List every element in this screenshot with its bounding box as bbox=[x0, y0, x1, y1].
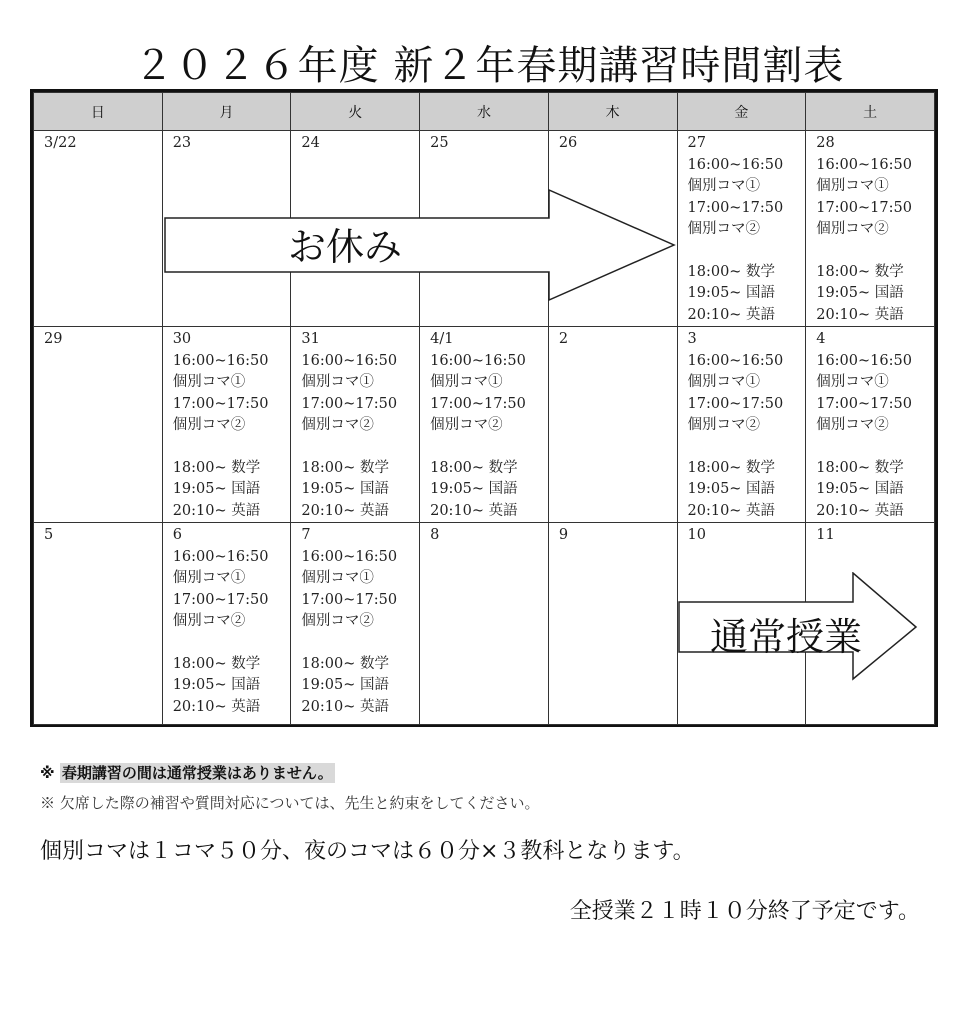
day-date: 26 bbox=[558, 135, 578, 151]
schedule-entry: 20:10~ 英語 bbox=[687, 502, 776, 519]
schedule-entry: 18:00~ 数学 bbox=[816, 459, 904, 476]
day-date: 25 bbox=[430, 135, 449, 151]
schedule-entry: 19:05~ 国語 bbox=[816, 285, 904, 301]
schedule-entry: 17:00~17:50 bbox=[301, 591, 398, 608]
note-highlight-text: 春期講習の間は通常授業はありません。 bbox=[61, 764, 333, 782]
schedule-entry: 16:00~16:50 bbox=[816, 156, 912, 173]
note-absence: ※ 欠席した際の補習や質問対応については、先生と約束をしてください。 bbox=[40, 794, 540, 812]
day-cell bbox=[548, 327, 677, 523]
day-cell bbox=[420, 523, 549, 725]
schedule-entry: 20:10~ 英語 bbox=[430, 502, 518, 519]
schedule-entry: 19:05~ 国語 bbox=[301, 677, 389, 693]
schedule-entry: 個別コマ① bbox=[816, 374, 889, 390]
schedule-entry: 20:10~ 英語 bbox=[816, 306, 904, 323]
schedule-entry: 17:00~17:50 bbox=[301, 395, 398, 412]
schedule-entry: 個別コマ② bbox=[301, 613, 374, 629]
schedule-entry bbox=[816, 241, 934, 262]
schedule-entry: 個別コマ① bbox=[172, 374, 246, 390]
weekday-header-row bbox=[34, 93, 935, 131]
schedule-entry: 17:00~17:50 bbox=[172, 591, 269, 608]
schedule-entry: 19:05~ 国語 bbox=[816, 481, 904, 497]
schedule-entry: 個別コマ① bbox=[687, 178, 761, 194]
day-cell bbox=[34, 131, 163, 327]
schedule-entry: 個別コマ① bbox=[430, 374, 503, 390]
schedule-entry: 16:00~16:50 bbox=[687, 156, 784, 173]
day-date: 27 bbox=[687, 135, 706, 151]
schedule-entry: 17:00~17:50 bbox=[687, 395, 784, 412]
schedule-entry: 16:00~16:50 bbox=[816, 352, 912, 369]
note-mark: ※ bbox=[40, 764, 60, 782]
day-date: 2 bbox=[558, 331, 569, 347]
schedule-entry: 16:00~16:50 bbox=[172, 352, 269, 369]
schedule-entry: 17:00~17:50 bbox=[430, 395, 526, 412]
schedule-entry: 20:10~ 英語 bbox=[687, 306, 776, 323]
schedule-entry bbox=[816, 437, 934, 458]
day-date: 31 bbox=[301, 331, 320, 347]
day-cell bbox=[291, 523, 420, 725]
day-cell bbox=[34, 523, 163, 725]
day-cell bbox=[806, 327, 935, 523]
schedule-entry: 18:00~ 数学 bbox=[301, 459, 389, 476]
weekday-header: 金 bbox=[677, 93, 806, 131]
schedule-entry bbox=[173, 633, 291, 654]
weekday-header: 月 bbox=[162, 93, 291, 131]
schedule-entry bbox=[301, 437, 419, 458]
schedule-entry: 個別コマ② bbox=[301, 417, 374, 433]
day-date: 7 bbox=[301, 527, 311, 543]
day-date: 10 bbox=[687, 527, 706, 543]
week-row bbox=[34, 327, 935, 523]
day-date: 4 bbox=[816, 331, 826, 347]
day-date: 8 bbox=[430, 527, 440, 543]
day-cell bbox=[162, 523, 291, 725]
schedule-entry: 20:10~ 英語 bbox=[172, 698, 261, 715]
schedule-entry bbox=[688, 241, 806, 262]
day-date: 4/1 bbox=[430, 331, 454, 347]
day-date: 9 bbox=[558, 527, 569, 543]
day-cell bbox=[677, 327, 806, 523]
schedule-entry: 18:00~ 数学 bbox=[687, 459, 776, 476]
day-date: 30 bbox=[172, 331, 192, 347]
page-title: ２０２６年度 新２年春期講習時間割表 bbox=[133, 43, 845, 89]
schedule-entry: 20:10~ 英語 bbox=[816, 502, 904, 519]
day-cell bbox=[162, 327, 291, 523]
day-cell bbox=[291, 327, 420, 523]
schedule-entry: 17:00~17:50 bbox=[172, 395, 269, 412]
day-date: 24 bbox=[301, 135, 320, 151]
schedule-entry bbox=[688, 437, 806, 458]
day-date: 28 bbox=[816, 135, 835, 151]
schedule-entry: 18:00~ 数学 bbox=[816, 263, 904, 280]
schedule-entry: 17:00~17:50 bbox=[687, 199, 784, 216]
schedule-entry: 18:00~ 数学 bbox=[172, 459, 261, 476]
day-date: 23 bbox=[172, 135, 192, 151]
day-date: 3/22 bbox=[44, 135, 77, 151]
schedule-entry: 20:10~ 英語 bbox=[301, 698, 389, 715]
note-no-regular-class bbox=[40, 762, 335, 783]
day-date: 11 bbox=[816, 527, 835, 543]
schedule-entry: 個別コマ② bbox=[816, 221, 889, 237]
schedule-entry: 個別コマ① bbox=[301, 374, 374, 390]
schedule-entry: 19:05~ 国語 bbox=[172, 677, 261, 693]
schedule-entry: 個別コマ① bbox=[816, 178, 889, 194]
schedule-entry bbox=[430, 437, 548, 458]
day-date: 3 bbox=[687, 331, 697, 347]
schedule-entry: 個別コマ② bbox=[172, 613, 246, 629]
holiday-arrow bbox=[164, 189, 684, 301]
day-cell bbox=[420, 327, 549, 523]
schedule-entry: 18:00~ 数学 bbox=[172, 655, 261, 672]
schedule-entry: 個別コマ② bbox=[816, 417, 889, 433]
day-date: 6 bbox=[172, 527, 182, 543]
schedule-entry: 16:00~16:50 bbox=[301, 352, 398, 369]
schedule-entry: 18:00~ 数学 bbox=[301, 655, 389, 672]
schedule-entry: 19:05~ 国語 bbox=[687, 481, 776, 497]
schedule-entry: 個別コマ② bbox=[687, 221, 761, 237]
schedule-entry: 19:05~ 国語 bbox=[430, 481, 518, 497]
schedule-entry: 個別コマ① bbox=[172, 570, 246, 586]
regular-class-arrow-label: 通常授業 bbox=[710, 615, 863, 659]
schedule-entry: 個別コマ② bbox=[687, 417, 761, 433]
schedule-entry: 個別コマ① bbox=[687, 374, 761, 390]
schedule-entry: 18:00~ 数学 bbox=[687, 263, 776, 280]
holiday-arrow-label: お休み bbox=[288, 225, 403, 269]
schedule-entry: 個別コマ① bbox=[301, 570, 374, 586]
schedule-entry bbox=[301, 633, 419, 654]
weekday-header: 日 bbox=[34, 93, 163, 131]
schedule-entry: 20:10~ 英語 bbox=[301, 502, 389, 519]
note-class-length: 個別コマは１コマ５０分、夜のコマは６０分×３教科となります。 bbox=[40, 839, 695, 864]
schedule-entry: 18:00~ 数学 bbox=[430, 459, 518, 476]
weekday-header: 木 bbox=[548, 93, 677, 131]
schedule-entry: 16:00~16:50 bbox=[687, 352, 784, 369]
weekday-header: 火 bbox=[291, 93, 420, 131]
day-cell bbox=[806, 131, 935, 327]
day-date: 29 bbox=[44, 331, 63, 347]
schedule-entry bbox=[173, 437, 291, 458]
schedule-entry: 19:05~ 国語 bbox=[301, 481, 389, 497]
weekday-header: 水 bbox=[420, 93, 549, 131]
schedule-entry: 17:00~17:50 bbox=[816, 199, 912, 216]
day-cell bbox=[34, 327, 163, 523]
weekday-header: 土 bbox=[806, 93, 935, 131]
schedule-calendar bbox=[30, 89, 938, 727]
schedule-entry: 19:05~ 国語 bbox=[687, 285, 776, 301]
schedule-entry: 16:00~16:50 bbox=[430, 352, 526, 369]
day-date: 5 bbox=[44, 527, 54, 543]
schedule-entry: 個別コマ② bbox=[430, 417, 503, 433]
day-cell bbox=[548, 523, 677, 725]
schedule-entry: 16:00~16:50 bbox=[301, 548, 398, 565]
schedule-entry: 個別コマ② bbox=[172, 417, 246, 433]
schedule-entry: 19:05~ 国語 bbox=[172, 481, 261, 497]
schedule-entry: 17:00~17:50 bbox=[816, 395, 912, 412]
schedule-entry: 20:10~ 英語 bbox=[172, 502, 261, 519]
note-end-time: 全授業２１時１０分終了予定です。 bbox=[569, 899, 920, 924]
day-cell bbox=[677, 131, 806, 327]
schedule-entry: 16:00~16:50 bbox=[172, 548, 269, 565]
